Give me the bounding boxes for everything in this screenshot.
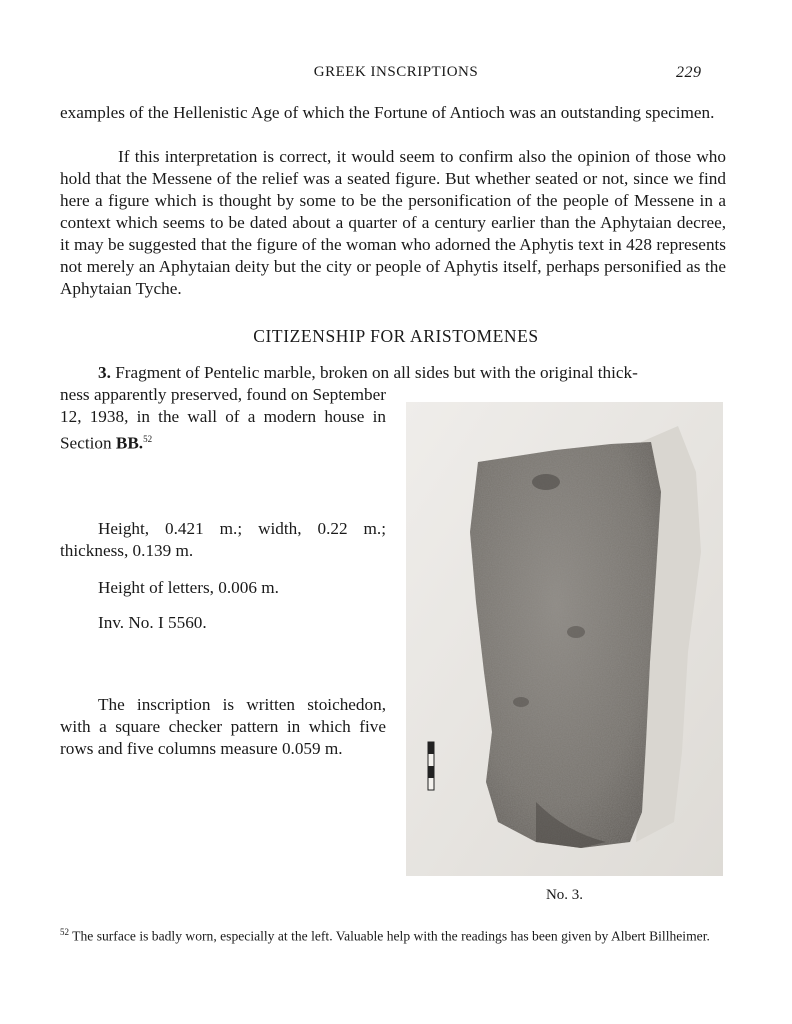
dimensions: Height, 0.421 m.; width, 0.22 m.; thickness, 0.139 m. [60, 519, 386, 560]
running-title: GREEK INSCRIPTIONS [313, 64, 479, 80]
stoichedon-description: The inscription is written stoichedon, with a square checker pattern in which five rows and five columns measure 0.059 m. [60, 695, 386, 758]
footnote [60, 924, 726, 945]
inventory-number: Inv. No. I 5560. [98, 613, 207, 632]
inscription-photo [406, 402, 723, 876]
entry-find-text: ness apparently preserved, found on September 12, 1938, in the wall of a modern house in Section [60, 385, 386, 453]
section-heading: CITIZENSHIP FOR ARISTOMENES [253, 326, 539, 346]
page-number: 229 [676, 64, 702, 81]
entry-number: 3. [98, 363, 111, 382]
footnote-marker: 52 [60, 927, 69, 937]
marble-fragment-image [406, 402, 723, 876]
entry-first-line [60, 362, 726, 384]
entry-description-continuation [60, 384, 386, 455]
footnote-ref: 52 [143, 434, 153, 444]
section-code: BB. [115, 433, 144, 453]
footnote-text: The surface is badly worn, especially at the left. Valuable help with the readings has been given by Albert Billheimer. [72, 928, 710, 944]
letter-height: Height of letters, 0.006 m. [98, 578, 279, 597]
paragraph-interpretation: If this interpretation is correct, it would seem to confirm also the opinion of those who hold that the Messene of the relief was a seated figure. But whether seated or not, since we find here a figure which is thought by some to be the personification of the people of Messene in a context which seems to be dated about a quarter of a century earlier than the Aphytaian decree, it may be suggested that the figure of the woman who adorned the Aphytis text in 428 represents not merely an Aphytaian deity but the city or people of Aphytis itself, perhaps personified as the Aphytaian Tyche. [60, 147, 726, 298]
paragraph-continuation: examples of the Hellenistic Age of which the Fortune of Antioch was an outstanding specimen. [60, 103, 715, 122]
entry-description-start: Fragment of Pentelic marble, broken on all sides but with the original thick- [115, 363, 638, 382]
figure-caption: No. 3. [545, 887, 584, 903]
